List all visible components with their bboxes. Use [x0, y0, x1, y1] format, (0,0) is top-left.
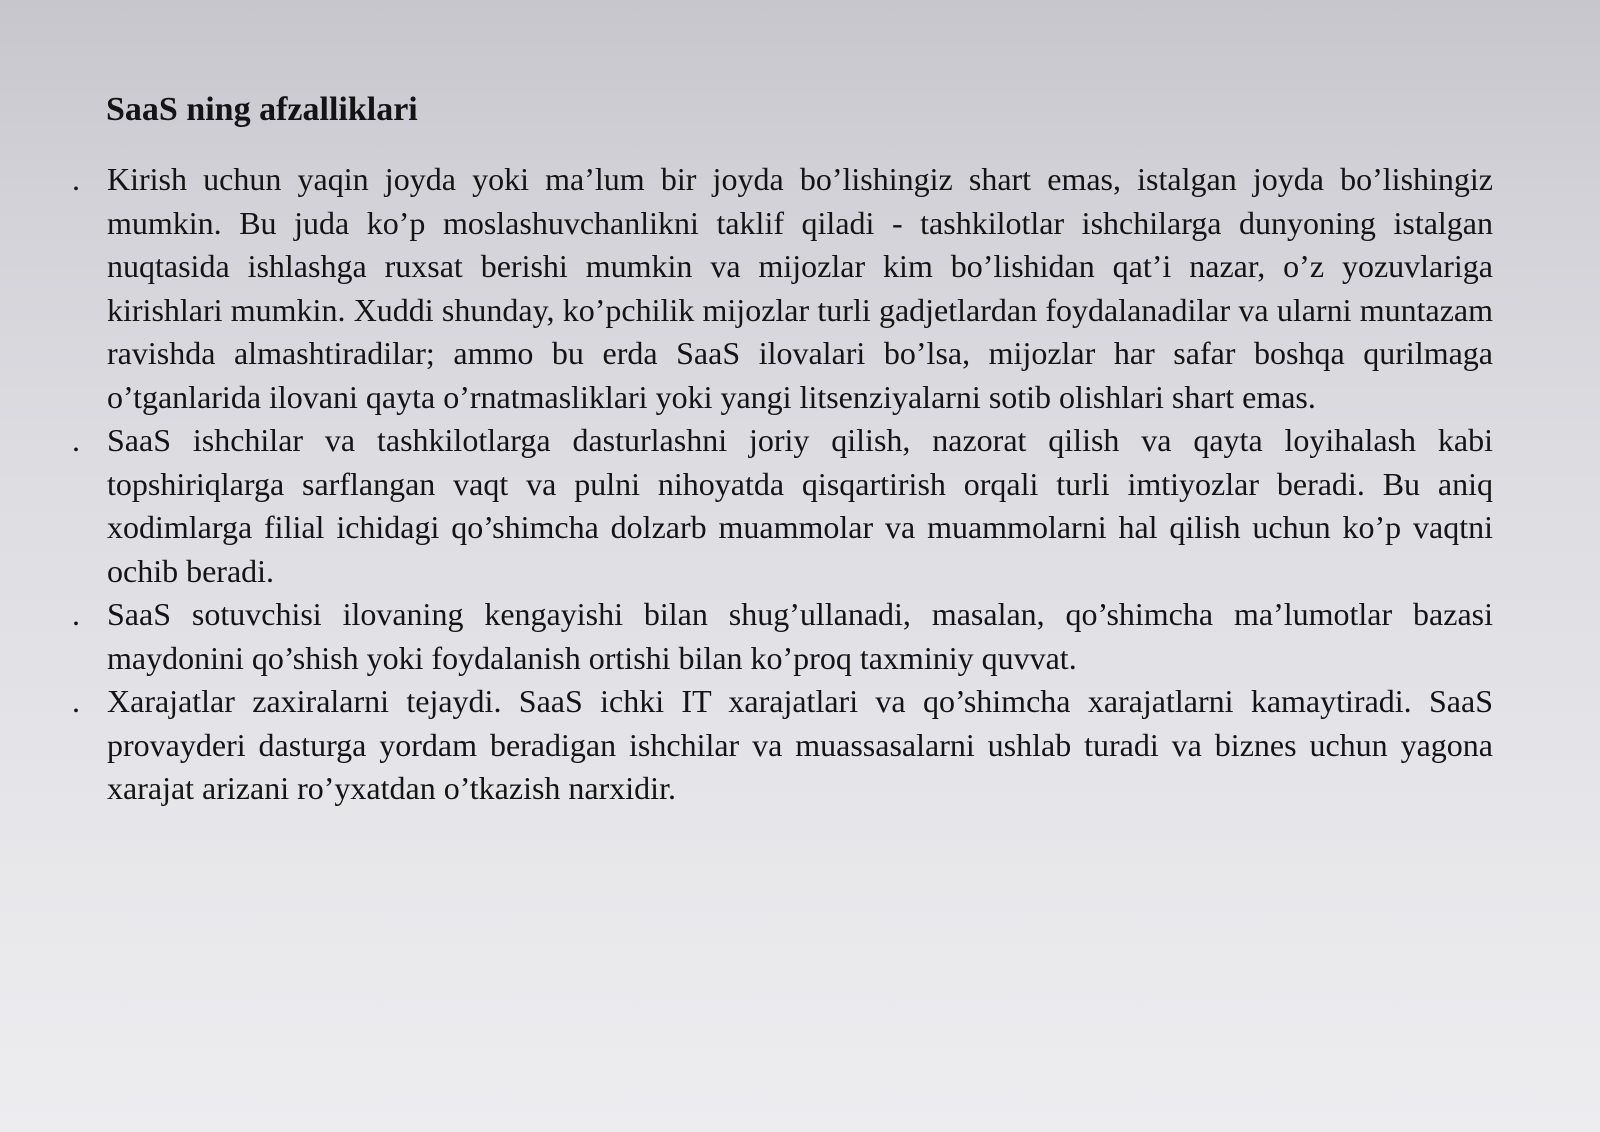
bullet-point-time-cost-savings — [72, 419, 1493, 593]
bullet-marker: . — [72, 161, 80, 197]
bullet-marker: . — [72, 422, 80, 458]
bullet-marker: . — [72, 683, 80, 719]
bullet-marker: . — [72, 596, 80, 632]
bullet-text: SaaS sotuvchisi ilovaning kengayishi bilan shug’ullanadi, masalan, qo’shimcha ma’lumotlar bazasi maydonini qo’shish yoki foydalanish ortishi bilan ko’proq taxminiy quvvat. — [107, 596, 1493, 676]
bullet-text: SaaS ishchilar va tashkilotlarga dasturlashni joriy qilish, nazorat qilish va qayta loyihalash kabi topshiriqlarga sarflangan vaqt va pulni nihoyatda qisqartirish orqali turli imtiyozlar beradi. Bu aniq xodimlarga filial ichidagi qo’shimcha dolzarb muammolar va muammolarni hal qilish uchun ko’p vaqtni ochib beradi. — [107, 422, 1493, 589]
bullet-point-access-anywhere — [72, 158, 1493, 419]
slide-title: SaaS ning afzalliklari — [106, 91, 418, 128]
bullet-list — [72, 158, 1493, 811]
bullet-text: Kirish uchun yaqin joyda yoki ma’lum bir joyda bo’lishingiz shart emas, istalgan joyda bo’lishingiz mumkin. Bu juda ko’p moslashuvchanlikni taklif qiladi - tashkilotlar ishchilarga dunyoning istalgan nuqtasida ishlashga ruxsat berishi mumkin va mijozlar kim bo’lishidan qat’i nazar, o’z yozuvlariga kirishlari mumkin. Xuddi shunday, ko’pchilik mijozlar turli gadjetlardan foydalanadilar va ularni muntazam ravishda almashtiradilar; ammo bu erda SaaS ilovalari bo’lsa, mijozlar har safar boshqa qurilmaga o’tganlarida ilovani qayta o’rnatmasliklari yoki yangi litsenziyalarni sotib olishlari shart emas. — [107, 161, 1493, 415]
bullet-point-expense-reduction — [72, 680, 1493, 811]
bullet-point-scalability — [72, 593, 1493, 680]
bullet-text: Xarajatlar zaxiralarni tejaydi. SaaS ichki IT xarajatlari va qo’shimcha xarajatlarni kamaytiradi. SaaS provayderi dasturga yordam beradigan ishchilar va muassasalarni ushlab turadi va biznes uchun yagona xarajat arizani ro’yxatdan o’tkazish narxidir. — [107, 683, 1493, 806]
